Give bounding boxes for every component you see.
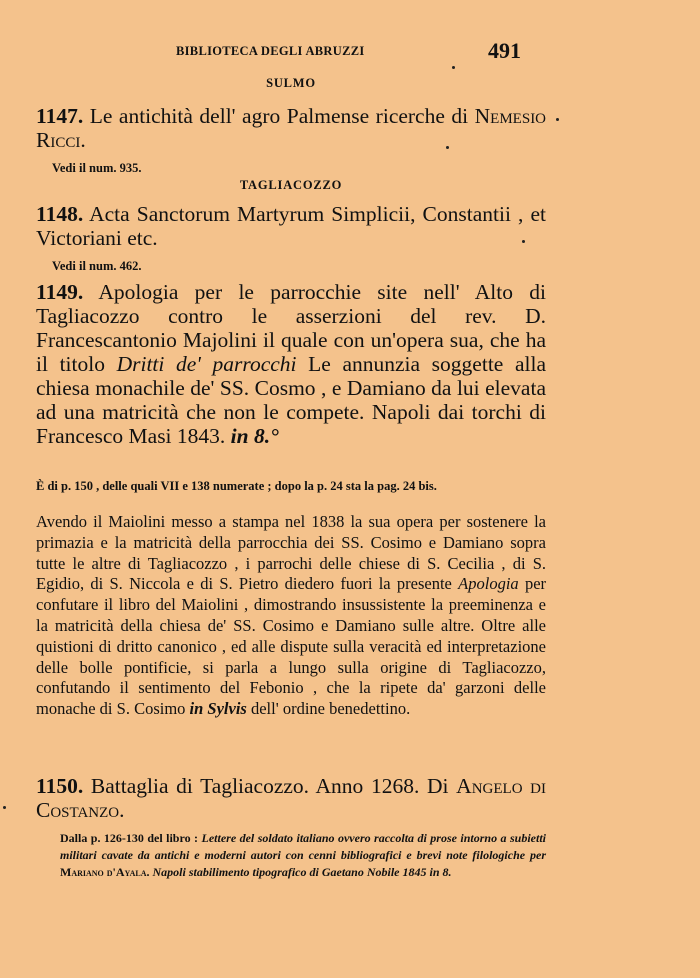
source-note — [60, 830, 546, 881]
scan-speck — [452, 66, 455, 69]
cited-title: Dritti de' parrocchi — [116, 352, 297, 376]
page-header — [36, 38, 546, 64]
section-heading-sulmo: SULMO — [266, 76, 316, 90]
commentary — [36, 512, 546, 720]
entry-1149 — [36, 280, 546, 448]
cross-reference: Vedi il num. 462. — [52, 259, 142, 273]
collation-note: È di p. 150 , delle quali VII e 138 numerate ; dopo la p. 24 sta la pag. 24 bis. — [36, 479, 437, 493]
source-imprint: Napoli stabilimento tipografico di Gaetano Nobile 1845 — [152, 865, 427, 879]
source-ref: Dalla p. 126-130 del libro : — [60, 831, 199, 845]
source-format: in 8. — [429, 865, 452, 879]
entry-title: Acta Sanctorum Martyrum Simplicii, Constantii , et Victoriani etc. — [36, 202, 546, 250]
entry-title-part: Apologia per le parrocchie site nell' Alto di Tagliacozzo contro le asserzioni del rev. D. Francescantonio Majolini il quale con un'opera sua, che ha il titolo — [36, 280, 546, 376]
entry-number: 1150. — [36, 774, 84, 798]
commentary-text: dell' ordine benedettino. — [250, 699, 411, 719]
source-author: Mariano d'Ayala. — [60, 865, 150, 879]
format: in 8.° — [230, 424, 279, 448]
cited-title: Apologia — [458, 574, 519, 594]
scan-speck — [556, 118, 559, 121]
section-heading-tagliacozzo: TAGLIACOZZO — [239, 178, 343, 192]
entry-number: 1149. — [36, 280, 84, 304]
source-title: Lettere del soldato italiano ovvero raccolta di prose intorno a subietti militari cavate da antichi e moderni autori con cenni bibliografici e brevi note filologiche per — [60, 831, 546, 862]
entry-1148 — [36, 202, 546, 250]
entry-number: 1148. — [36, 202, 84, 226]
entry-title-part: Le annunzia soggette alla chiesa monachile de' SS. Cosmo , e Damiano da lui elevata ad una matricità che non le compete. Napoli dai torchi di Francesco Masi 1843. — [36, 352, 546, 448]
entry-1150 — [36, 774, 546, 822]
entry-number: 1147. — [36, 104, 84, 128]
entry-1147 — [36, 104, 546, 152]
commentary-text: per confutare il libro del Maiolini , dimostrando insussistente la preeminenza e la matricità della chiesa de' SS. Cosimo e Damiano sulle altre. Oltre alle quistioni di dritto canonico , ed alle dispute sulla veracità ed interpretazione delle bolle pontificie, si parla a lungo sulla origine di Tagliacozzo, confutando il sentimento del Febonio , che la ripete da' garzoni delle monache di S. Cosimo — [36, 574, 547, 719]
scan-speck — [522, 240, 525, 243]
entry-author: Angelo di Costanzo. — [36, 774, 547, 822]
entry-title: Battaglia di Tagliacozzo. Anno 1268. Di — [90, 774, 449, 798]
scan-speck — [446, 146, 449, 149]
cited-phrase: in Sylvis — [189, 699, 247, 719]
commentary-text: Avendo il Maiolini messo a stampa nel 1838 la sua opera per sostenere la primazia e la matricità della parrocchia dei SS. Cosimo e Damiano sopra tutte le altre di Tagliacozzo , i parrochi delle chiese di S. Cecilia , di S. Egidio, di S. Niccola e di S. Pietro diedero fuori la presente — [36, 512, 546, 594]
cross-reference: Vedi il num. 935. — [52, 161, 142, 175]
scan-speck — [3, 806, 6, 809]
running-title: BIBLIOTECA DEGLI ABRUZZI — [176, 44, 365, 58]
page-number: 491 — [488, 38, 521, 63]
entry-author: Nemesio Ricci. — [36, 104, 547, 152]
entry-title: Le antichità dell' agro Palmense ricerche di — [89, 104, 469, 128]
